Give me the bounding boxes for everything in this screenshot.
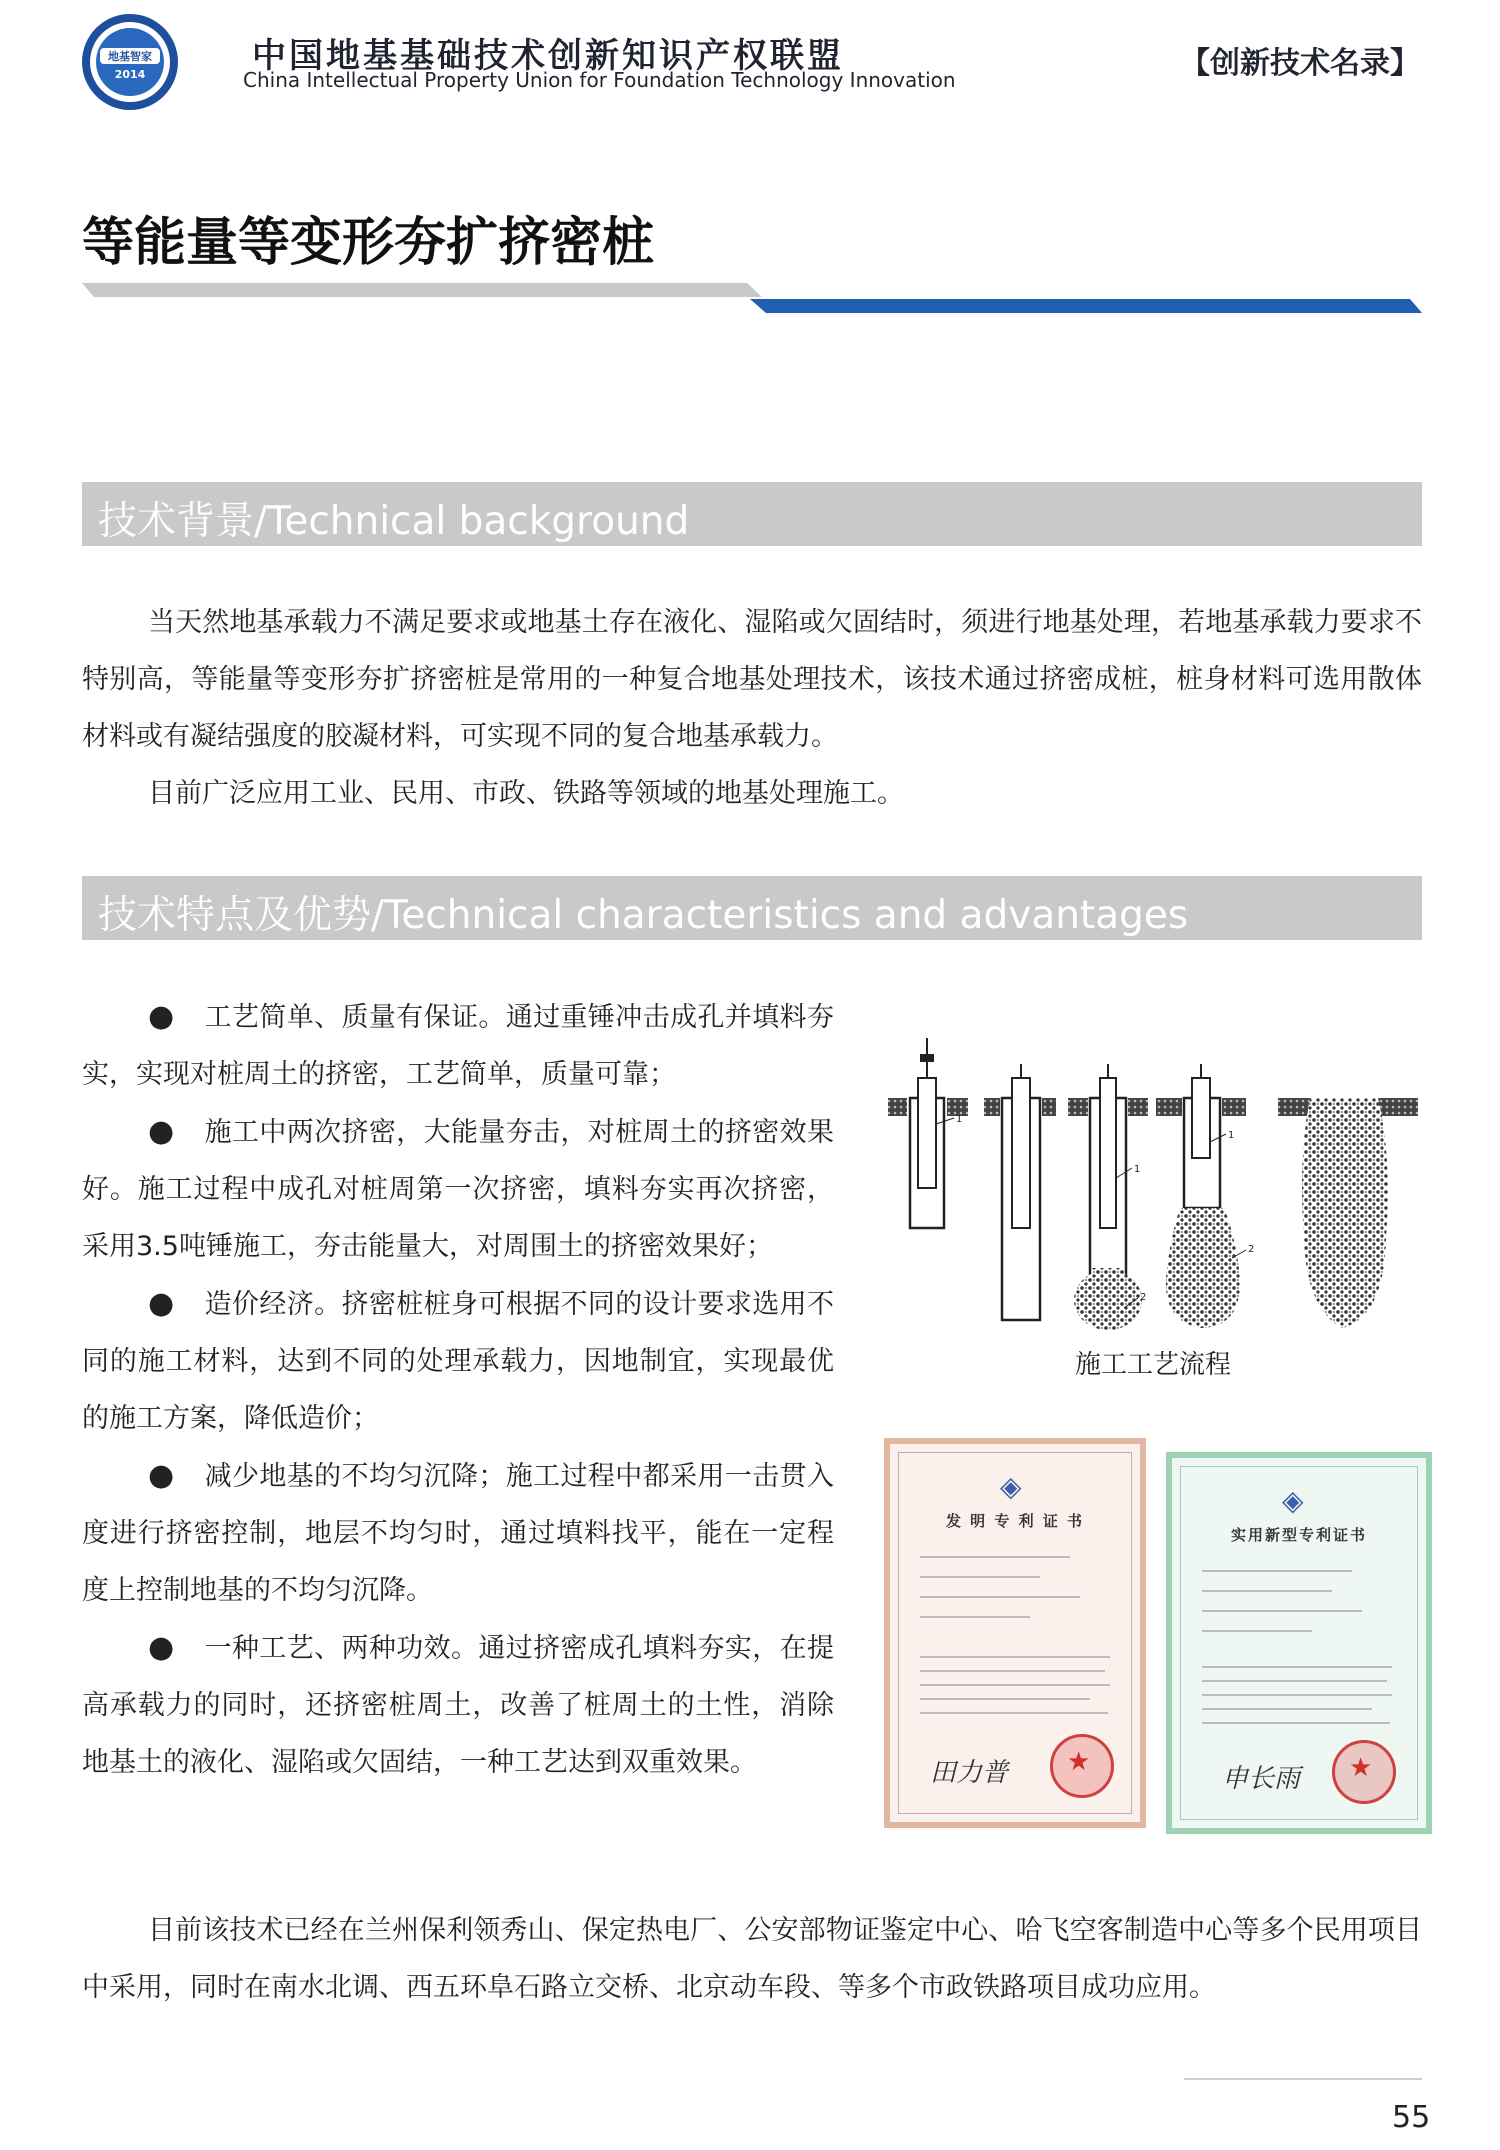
diagram-label: 1 — [1228, 1130, 1235, 1141]
feature-text: 减少地基的不均匀沉降；施工过程中都采用一击贯入度进行挤密控制，地层不均匀时，通过填料找平，能在一定程度上控制地基的不均匀沉降。 — [82, 1461, 834, 1606]
closing-paragraph: 目前该技术已经在兰州保利领秀山、保定热电厂、公安部物证鉴定中心、哈飞空客制造中心等多个民用项目中采用，同时在南水北调、西五环阜石路立交桥、北京动车段、等多个市政铁路项目成功应用。 — [82, 1915, 1422, 2003]
feature-item — [82, 988, 834, 1103]
page-title: 等能量等变形夯扩挤密桩 — [82, 213, 655, 273]
section-heading-features-text: 技术特点及优势/Technical characteristics and advantages — [98, 893, 1189, 938]
invention-patent-certificate — [884, 1438, 1146, 1828]
feature-item — [82, 1275, 834, 1447]
section-heading-background-text: 技术背景/Technical background — [98, 499, 690, 544]
feature-text: 施工中两次挤密，大能量夯击，对桩周土的挤密效果好。施工过程中成孔对桩周第一次挤密，填料夯实再次挤密，采用3.5吨锤施工，夯击能量大，对周围土的挤密效果好； — [82, 1117, 834, 1262]
diagram-label: 2 — [1140, 1292, 1147, 1303]
utility-model-patent-certificate — [1166, 1452, 1432, 1834]
feature-text: 一种工艺、两种功效。通过挤密成孔填料夯实，在提高承载力的同时，还挤密桩周土，改善了桩周土的土性，消除地基土的液化、湿陷或欠固结，一种工艺达到双重效果。 — [82, 1633, 834, 1778]
logo-text: 地基智家 — [108, 50, 152, 63]
national-emblem-seal-icon: ★ — [1332, 1740, 1396, 1804]
bullet-icon: ● — [148, 1458, 175, 1493]
page-number: 55 — [1392, 2100, 1431, 2135]
org-name-en: China Intellectual Property Union for Foundation Technology Innovation — [243, 68, 956, 92]
org-name-cn: 中国地基基础技术创新知识产权联盟 — [252, 36, 844, 76]
feature-text: 工艺简单、质量有保证。通过重锤冲击成孔并填料夯实，实现对桩周土的挤密，工艺简单，质量可靠； — [82, 1002, 834, 1090]
diagram-label: 1 — [956, 1114, 963, 1125]
certificate-title: 实用新型专利证书 — [1230, 1526, 1367, 1544]
process-stage-2 — [984, 1064, 1056, 1320]
process-stage-4 — [1156, 1064, 1254, 1328]
background-paragraph-2: 目前广泛应用工业、民用、市政、铁路等领域的地基处理施工。 — [148, 778, 904, 809]
process-stage-3 — [1068, 1064, 1148, 1330]
feature-item — [82, 1447, 834, 1619]
feature-list — [82, 988, 834, 1791]
catalog-tag: 【创新技术名录】 — [1180, 46, 1420, 81]
bullet-icon: ● — [148, 1286, 175, 1321]
footer-rule — [1184, 2078, 1422, 2080]
national-emblem-seal-icon: ★ — [1050, 1734, 1114, 1798]
section-heading-features — [82, 876, 1422, 940]
bullet-icon: ● — [148, 1114, 175, 1149]
diagram-label: 2 — [1248, 1244, 1255, 1255]
feature-text: 造价经济。挤密桩桩身可根据不同的设计要求选用不同的施工材料，达到不同的处理承载力，因地制宜，实现最优的施工方案，降低造价； — [82, 1289, 834, 1434]
diagram-label: 1 — [1134, 1164, 1141, 1175]
feature-item — [82, 1619, 834, 1791]
section-heading-background — [82, 482, 1422, 546]
title-rule — [82, 283, 1422, 317]
process-diagram — [880, 1038, 1428, 1338]
bullet-icon: ● — [148, 999, 175, 1034]
bullet-icon: ● — [148, 1630, 175, 1665]
background-paragraph-1: 当天然地基承载力不满足要求或地基土存在液化、湿陷或欠固结时，须进行地基处理，若地基承载力要求不特别高，等能量等变形夯扩挤密桩是常用的一种复合地基处理技术，该技术通过挤密成桩，桩身材料可选用散体材料或有凝结强度的胶凝材料，可实现不同的复合地基承载力。 — [82, 607, 1422, 752]
process-stage-1 — [888, 1038, 968, 1228]
logo-year: 2014 — [114, 68, 146, 81]
union-logo-icon — [80, 12, 180, 112]
patent-office-logo-icon: ◈ — [1282, 1484, 1304, 1517]
process-caption: 施工工艺流程 — [1075, 1350, 1232, 1380]
certificate-signature: 田力普 — [930, 1758, 1009, 1788]
certificate-signature: 申长雨 — [1222, 1764, 1301, 1794]
process-stage-5 — [1278, 1098, 1418, 1328]
patent-office-logo-icon: ◈ — [1000, 1470, 1022, 1503]
certificate-title: 发 明 专 利 证 书 — [945, 1512, 1085, 1530]
feature-item — [82, 1103, 834, 1275]
